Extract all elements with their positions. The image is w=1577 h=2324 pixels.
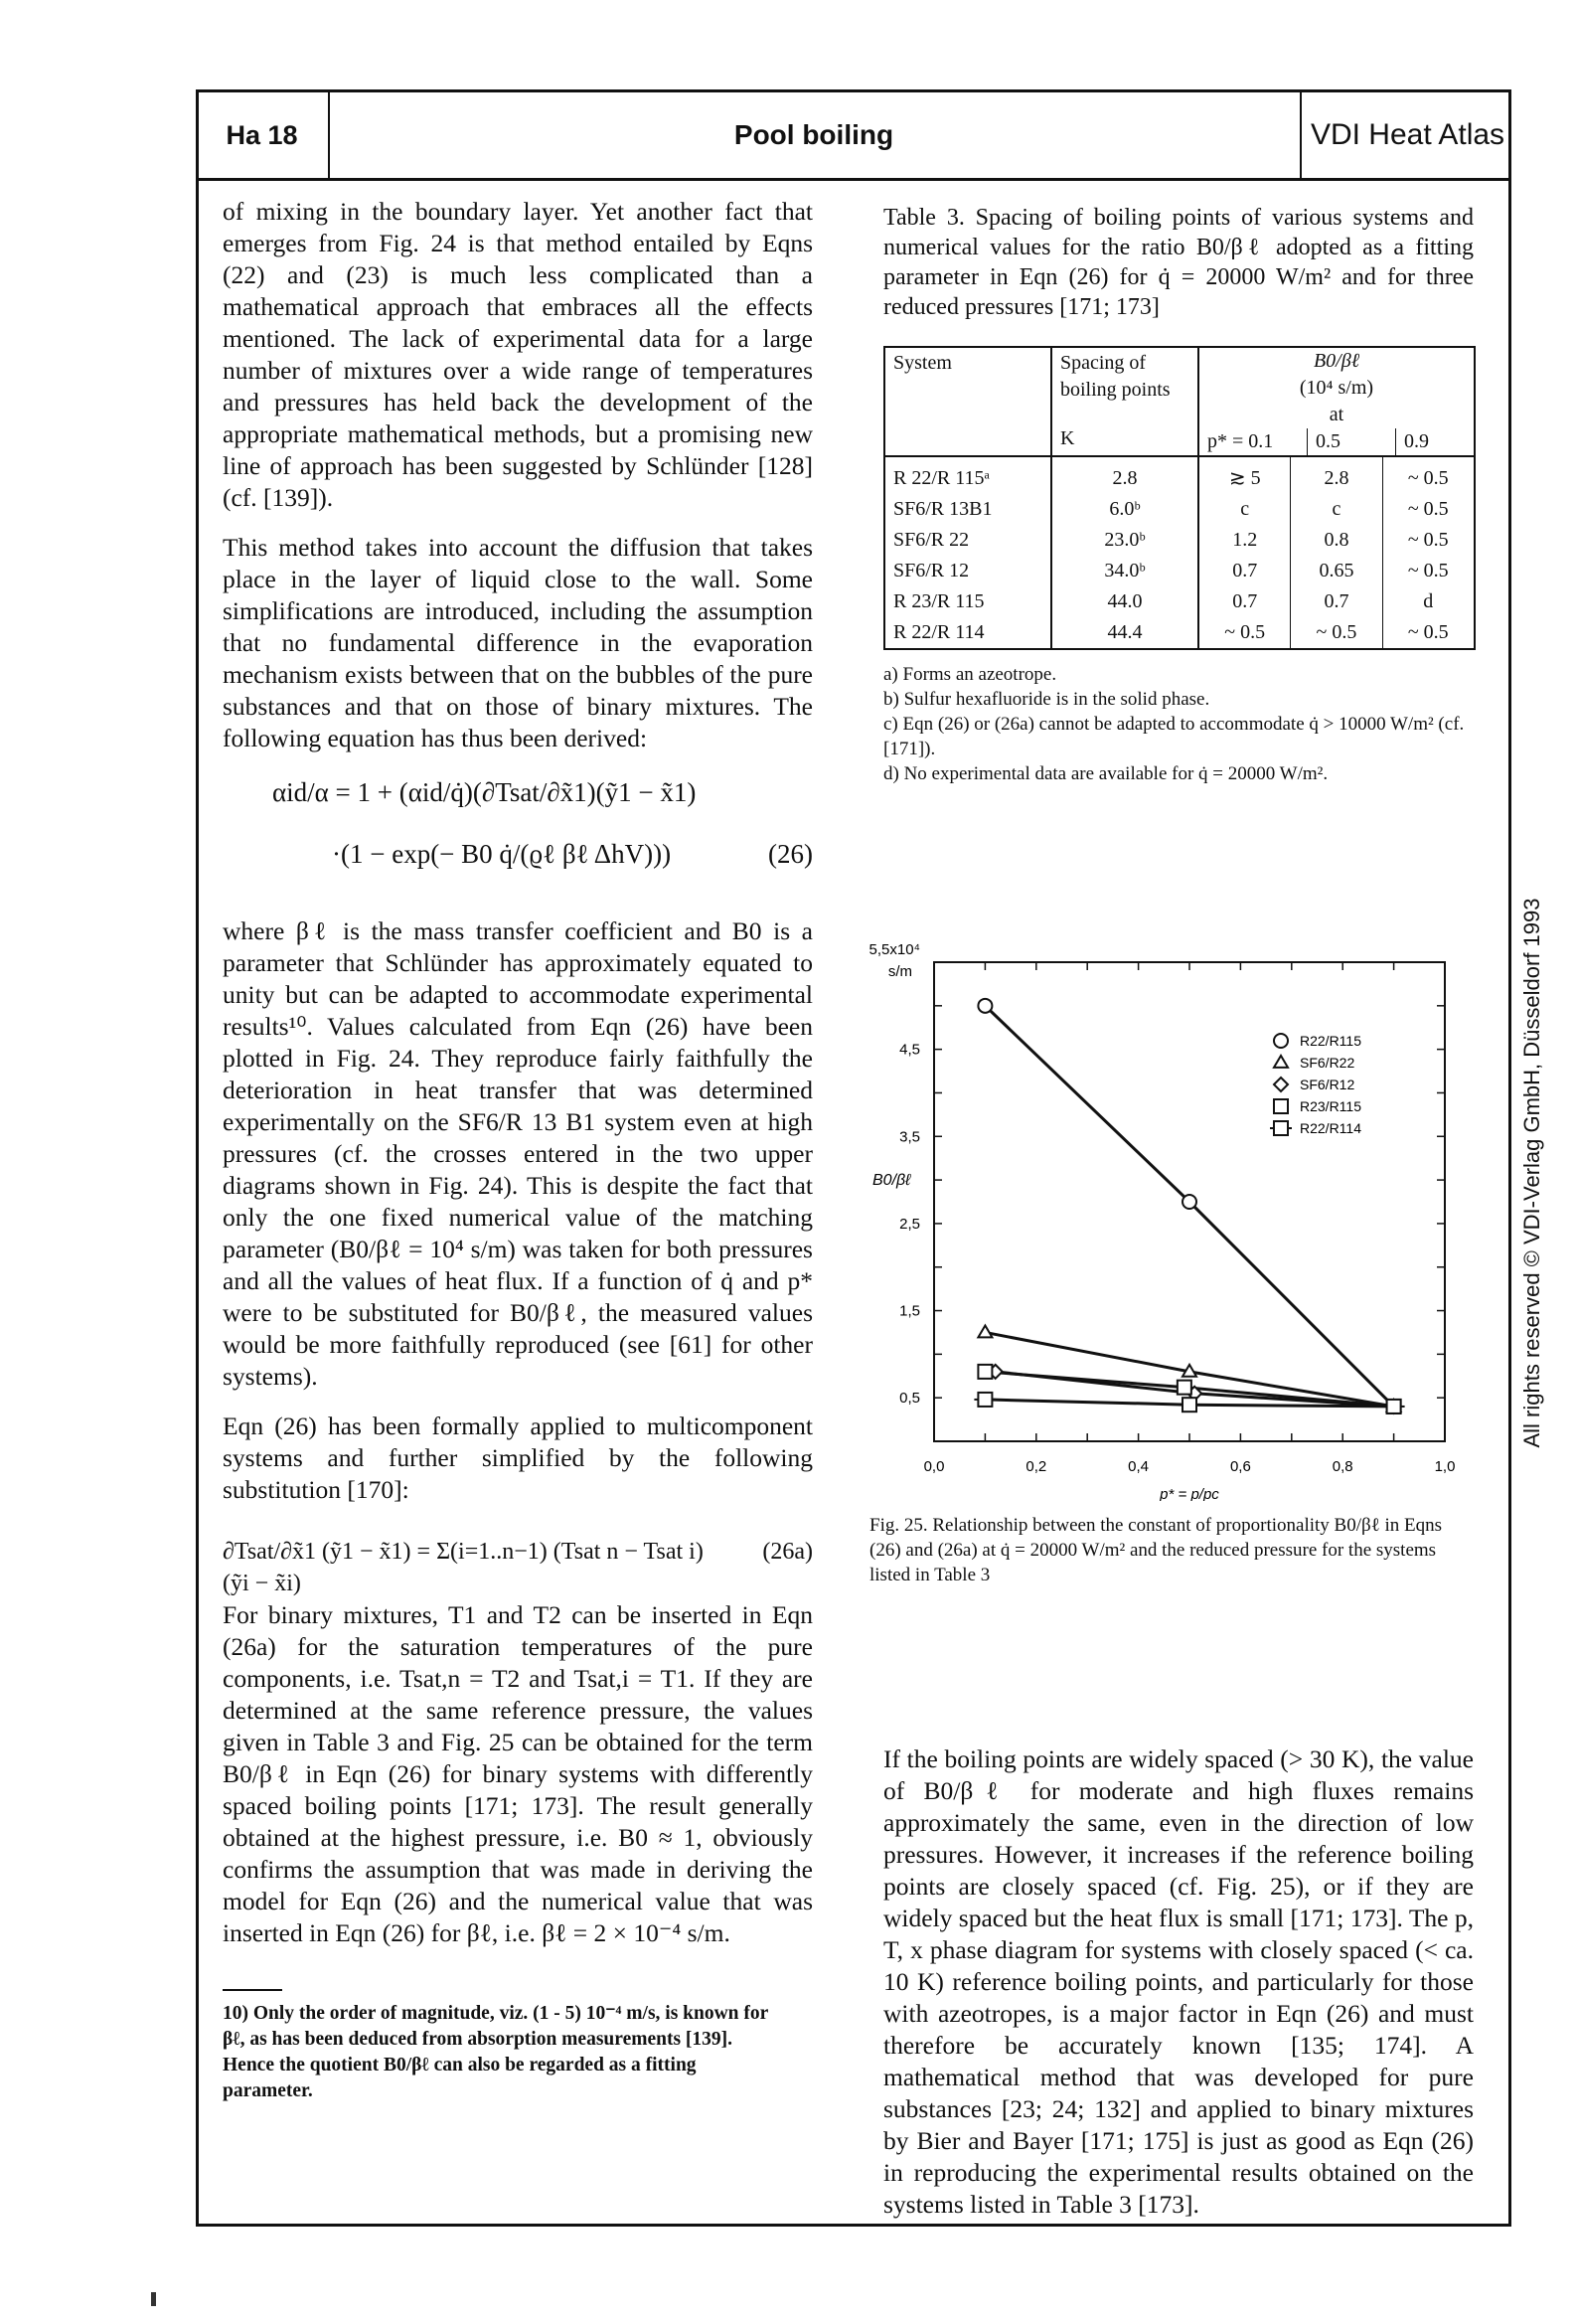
table-cell: 34.0ᵇ — [1051, 556, 1198, 586]
footnote-10: 10) Only the order of magnitude, viz. (1 - 5) 10⁻⁴ m/s, is known for βℓ, as has been deduced from absorption measurements [139]. Hence the quotient B0/βℓ can also be regarded as a fitting parameter. — [223, 2003, 768, 2101]
table-cell: 0.65 — [1291, 556, 1382, 586]
legend-marker — [1274, 1099, 1288, 1113]
y-tick-label: 3,5 — [899, 1128, 920, 1146]
ratio-label: B0/βℓ — [1313, 350, 1360, 372]
table-note: c) Eqn (26) or (26a) cannot be adapted to accommodate q̇ > 10000 W/m² (cf. [171]). — [883, 714, 1465, 759]
equation-26a — [223, 1524, 813, 1596]
legend-label: SF6/R12 — [1300, 1077, 1355, 1092]
legend-label: R22/R115 — [1300, 1033, 1362, 1049]
table-cell: 1.2 — [1198, 525, 1291, 556]
data-point-3 — [978, 1365, 992, 1379]
y-tick-label: 0,5 — [899, 1390, 920, 1408]
table-cell: ~ 0.5 — [1291, 617, 1382, 649]
legend-label: R22/R114 — [1300, 1120, 1362, 1136]
table-note: b) Sulfur hexafluoride is in the solid phase. — [883, 689, 1210, 710]
equation-26 — [223, 772, 813, 902]
table-row — [884, 586, 1475, 617]
x-tick-label: 0,0 — [923, 1458, 945, 1475]
spacing-label: Spacing of boiling points — [1060, 352, 1171, 401]
book-title: VDI Heat Atlas — [1300, 92, 1513, 178]
table-cell: SF6/R 12 — [884, 556, 1051, 586]
col-header-ratio — [1198, 347, 1475, 456]
table-cell: c — [1291, 494, 1382, 525]
ratio-at: at — [1329, 404, 1344, 425]
equation-26-line1: αid/α = 1 + (αid/q̇)(∂Tsat/∂x̃1)(ỹ1 − x̃1) — [272, 777, 697, 807]
x-axis-label: p* = p/pc — [1160, 1486, 1219, 1501]
table-cell: R 23/R 115 — [884, 586, 1051, 617]
table-cell: 44.0 — [1051, 586, 1198, 617]
left-column — [223, 196, 813, 2104]
equation-26-line2: ·(1 − exp(− B0 q̇/(ϱℓ βℓ ΔhV))) — [332, 839, 672, 869]
table-row — [884, 456, 1475, 494]
x-tick-label: 0,2 — [1025, 1458, 1047, 1475]
table-cell: c — [1198, 494, 1291, 525]
col-header-p01: p* = 0.1 — [1199, 428, 1308, 455]
scan-mark — [151, 2292, 156, 2306]
data-point-4 — [1387, 1400, 1401, 1413]
x-tick-label: 0,4 — [1128, 1458, 1150, 1475]
table-cell: 0.7 — [1291, 586, 1382, 617]
table-row — [884, 556, 1475, 586]
table-cell: 6.0ᵇ — [1051, 494, 1198, 525]
table-cell: d — [1382, 586, 1475, 617]
data-point-1 — [978, 1325, 992, 1337]
ratio-unit: (10⁴ s/m) — [1299, 377, 1374, 399]
table-cell: ~ 0.5 — [1382, 556, 1475, 586]
figure-25-chart — [855, 934, 1491, 1501]
data-point-0 — [978, 999, 992, 1013]
table-row — [884, 494, 1475, 525]
x-tick-label: 1,0 — [1434, 1458, 1456, 1475]
table-note: d) No experimental data are available for q̇ = 20000 W/m². — [883, 763, 1329, 784]
table-cell: SF6/R 22 — [884, 525, 1051, 556]
paragraph: If the boiling points are widely spaced (> 30 K), the value of B0/βℓ for moderate and high fluxes remains approximately the same, even in the direction of low pressures. However, it increases if the reference boiling points are closely spaced (cf. Fig. 25), or if they are widely spaced but the heat flux is small [171; 173]. The p, T, x phase diagram for systems with closely spaced (< ca. 10 K) reference boiling points, and particularly for those with azeotropes, is a major factor in Eqn (26) and must therefore be accurately known [135; 174]. A mathematical method that was developed for pure substances [23; 24; 132] and applied to binary mixtures by Bier and Bayer [171; 175] is just as good as Eqn (26) in reproducing the experimental results obtained on the systems listed in Table 3 [173]. — [883, 1744, 1474, 2219]
x-tick-label: 0,6 — [1229, 1458, 1251, 1475]
chapter-title: Pool boiling — [733, 119, 894, 150]
col-header-p09: 0.9 — [1404, 430, 1429, 452]
page-frame-left — [196, 89, 199, 2227]
table-row — [884, 525, 1475, 556]
equation-number: (26a) — [762, 1539, 813, 1565]
table-cell: ~ 0.5 — [1382, 525, 1475, 556]
copyright-watermark: All rights reserved © VDI-Verlag GmbH, Düsseldorf 1993 — [1519, 898, 1544, 1448]
table-note: a) Forms an azeotrope. — [883, 664, 1057, 685]
table-cell: R 22/R 115ᵃ — [884, 456, 1051, 494]
table-cell: ~ 0.5 — [1382, 617, 1475, 649]
y-top-label: 5,5x10⁴ — [868, 941, 920, 958]
table-cell: ~ 0.5 — [1382, 494, 1475, 525]
data-point-0 — [1183, 1195, 1196, 1209]
left-paragraph-4: Eqn (26) has been formally applied to multicomponent systems and further simplified by the following substitution [170]: — [223, 1411, 813, 1504]
page-frame-right — [1508, 89, 1511, 2227]
col-header-spacing — [1051, 347, 1198, 456]
footnote-rule — [223, 1989, 282, 1991]
left-paragraph-1: of mixing in the boundary layer. Yet another fact that emerges from Fig. 24 is that method entailed by Eqns (22) and (23) is much less complicated than a mathematical approach that embraces all the effects mentioned. The lack of experimental data for a large number of mixtures over a wide range of temperatures and pressures has held back the development of the appropriate mathematical methods, but a promising new line of approach has been suggested by Schlünder [128] (cf. [139]). — [223, 197, 813, 512]
table-caption: Table 3. Spacing of boiling points of various systems and numerical values for the ratio B0/βℓ adopted as a fitting parameter in Eqn (26) for q̇ = 20000 W/m² and for three reduced pressures [171; 173] — [883, 205, 1474, 320]
table-notes — [883, 662, 1474, 786]
table-cell: 44.4 — [1051, 617, 1198, 649]
legend-label: SF6/R22 — [1300, 1055, 1355, 1071]
left-paragraph-3: where βℓ is the mass transfer coefficient and B0 is a parameter that Schlünder has approximately equated to unity but can be adapted to accommodate experimental results¹⁰. Values calculated from Eqn (26) have been plotted in Fig. 24. They reproduce fairly faithfully the deterioration in heat transfer that was determined experimentally on the SF6/R 13 B1 system even at high pressures (cf. the crosses entered in the two upper diagrams shown in Fig. 24). This is despite the fact that only the one fixed numerical value of the matching parameter (B0/βℓ = 10⁴ s/m) was taken for both pressures and all the values of heat flux. If a function of q̇ and p* were to be substituted for B0/βℓ, the measured values would be more faithfully reproduced (see [61] for other systems). — [223, 916, 813, 1391]
legend-marker — [1274, 1121, 1288, 1135]
table-3 — [883, 346, 1476, 650]
spacing-unit: K — [1060, 427, 1075, 449]
table-cell: 0.8 — [1291, 525, 1382, 556]
section-number: Ha 18 — [196, 92, 330, 178]
table-cell: 2.8 — [1291, 456, 1382, 494]
y-axis-label: B0/βℓ — [872, 1172, 911, 1190]
col-header-p05: 0.5 — [1308, 428, 1396, 455]
table-cell: 2.8 — [1051, 456, 1198, 494]
y-tick-label: 4,5 — [899, 1041, 920, 1059]
col-header-system: System — [884, 347, 1051, 456]
data-point-3 — [1178, 1381, 1191, 1395]
y-tick-label: 1,5 — [899, 1302, 920, 1320]
legend-label: R23/R115 — [1300, 1098, 1362, 1114]
legend-marker — [1274, 1034, 1288, 1048]
x-tick-label: 0,8 — [1332, 1458, 1353, 1475]
page-header — [196, 89, 1511, 181]
table-cell: ≳ 5 — [1198, 456, 1291, 494]
data-point-4 — [1183, 1398, 1196, 1411]
table-cell: 23.0ᵇ — [1051, 525, 1198, 556]
table-cell: ~ 0.5 — [1382, 456, 1475, 494]
table-cell: ~ 0.5 — [1198, 617, 1291, 649]
table-cell: SF6/R 13B1 — [884, 494, 1051, 525]
legend-marker — [1274, 1078, 1288, 1091]
left-paragraph-2: This method takes into account the diffusion that takes place in the layer of liquid close to the wall. Some simplifications are introduced, including the assumption that no fundamental difference in the evaporation mechanism exists between that on the bubbles of the pure substances and that on those of binary mixtures. The following equation has thus been derived: — [223, 533, 813, 752]
table-cell: R 22/R 114 — [884, 617, 1051, 649]
figure-caption: Fig. 25. Relationship between the constant of proportionality B0/βℓ in Eqns (26) and (26a) at q̇ = 20000 W/m² and the reduced pressure for the systems listed in Table 3 — [869, 1515, 1443, 1585]
table-row — [884, 617, 1475, 649]
y-tick-label: 2,5 — [899, 1215, 920, 1233]
legend-marker — [1274, 1056, 1288, 1068]
right-paragraph-1 — [883, 1743, 1474, 2239]
data-point-4 — [978, 1393, 992, 1407]
left-paragraph-5: For binary mixtures, T1 and T2 can be inserted in Eqn (26a) for the saturation temperatures of the pure components, i.e. Tsat,n = T2 and Tsat,i = T1. If they are determined at the same reference pressure, the values given in Table 3 and Fig. 25 can be obtained for the term B0/βℓ in Eqn (26) for binary systems with differently spaced boiling points [171; 173]. The result generally obtained at the highest pressure, i.e. B0 ≈ 1, obviously confirms the assumption that was made in deriving the model for Eqn (26) and the numerical value that was inserted in Eqn (26) for βℓ, i.e. βℓ = 2 × 10⁻⁴ s/m. — [223, 1600, 813, 1947]
right-column-top — [883, 203, 1474, 786]
table-cell: 0.7 — [1198, 556, 1291, 586]
table-cell: 0.7 — [1198, 586, 1291, 617]
equation-number: (26) — [768, 839, 813, 869]
equation-26a-body: ∂Tsat/∂x̃1 (ỹ1 − x̃1) = Σ(i=1..n−1) (Tsat n − Tsat i)(ỹi − x̃i) — [223, 1539, 704, 1596]
y-unit-label: s/m — [887, 963, 912, 980]
